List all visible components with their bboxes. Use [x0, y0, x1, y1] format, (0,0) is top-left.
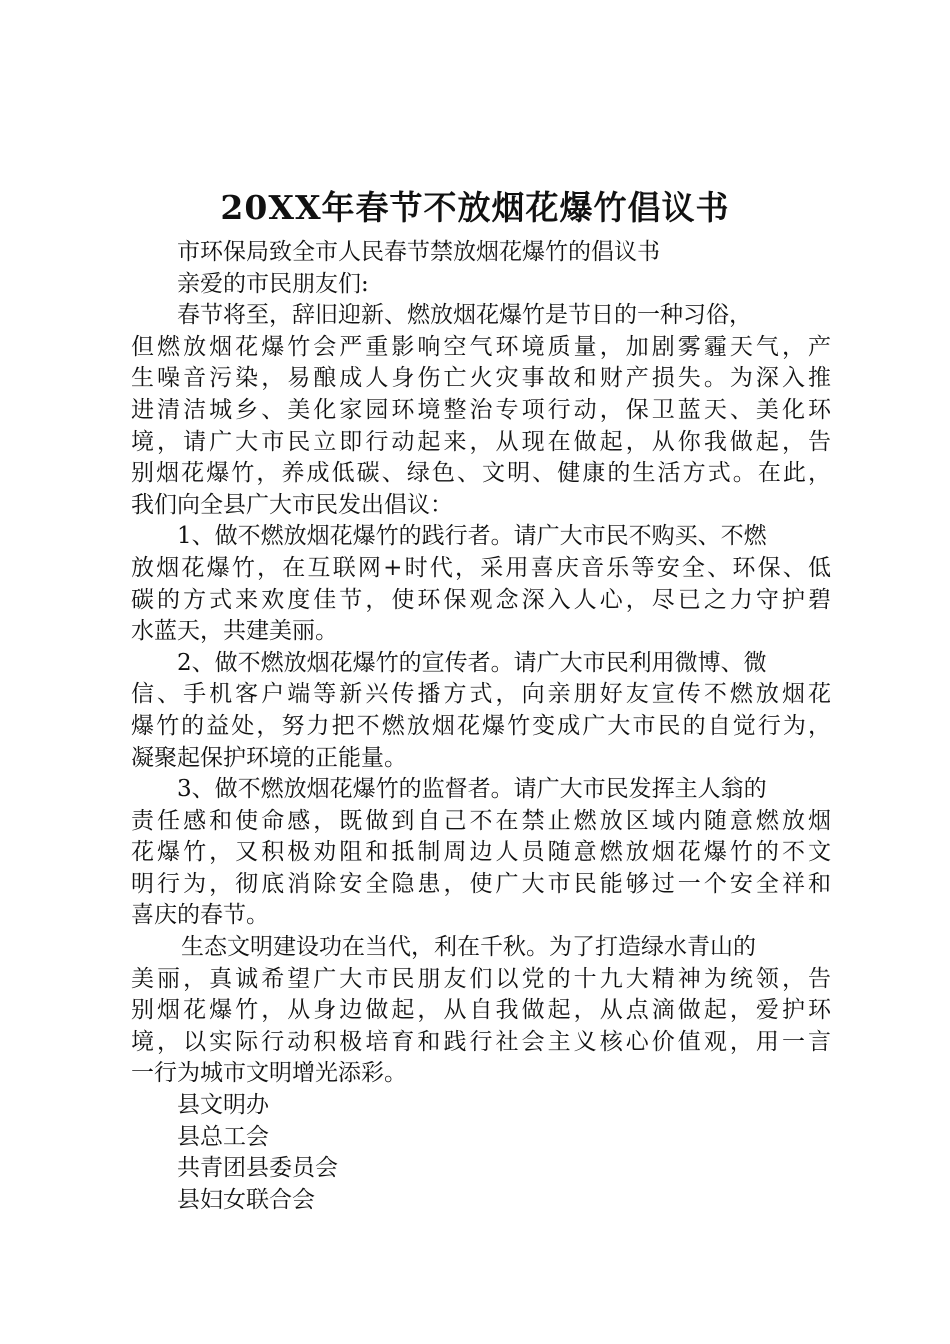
paragraph-line: 生态文明建设功在当代，利在千秋。为了打造绿水青山的 [181, 934, 756, 961]
document-title: 20XX年春节不放烟花爆竹倡议书 [220, 188, 730, 227]
paragraph-line: 信、手机客户端等新兴传播方式，向亲朋好友宣传不燃放烟花 [131, 681, 831, 708]
paragraph-line: 2、做不燃放烟花爆竹的宣传者。请广大市民利用微博、微 [177, 649, 767, 676]
paragraph-line: 放烟花爆竹，在互联网+时代，采用喜庆音乐等安全、环保、低 [131, 554, 831, 581]
subtitle-line: 市环保局致全市人民春节禁放烟花爆竹的倡议书 [177, 239, 660, 265]
paragraph-line: 美丽，真诚希望广大市民朋友们以党的十九大精神为统领，告 [131, 965, 831, 992]
signature-line: 县总工会 [177, 1123, 269, 1150]
paragraph-line: 3、做不燃放烟花爆竹的监督者。请广大市民发挥主人翁的 [177, 776, 767, 803]
paragraph-line: 春节将至，辞旧迎新、燃放烟花爆竹是节日的一种习俗， [177, 302, 752, 329]
paragraph-line: 花爆竹，又积极劝阻和抵制周边人员随意燃放烟花爆竹的不文 [131, 839, 831, 866]
paragraph-line: 责任感和使命感，既做到自己不在禁止燃放区域内随意燃放烟 [131, 807, 831, 834]
paragraph-line: 明行为，彻底消除安全隐患，使广大市民能够过一个安全祥和 [131, 870, 831, 897]
paragraph-line: 爆竹的益处，努力把不燃放烟花爆竹变成广大市民的自觉行为， [131, 712, 831, 739]
signature-line: 县文明办 [177, 1092, 269, 1119]
signature-line: 县妇女联合会 [177, 1186, 315, 1213]
paragraph-line: 1、做不燃放烟花爆竹的践行者。请广大市民不购买、不燃 [177, 523, 767, 550]
paragraph-line: 境，请广大市民立即行动起来，从现在做起，从你我做起，告 [131, 428, 831, 455]
signature-line: 共青团县委员会 [177, 1155, 338, 1182]
greeting-line: 亲爱的市民朋友们: [177, 270, 369, 297]
paragraph-line: 进清洁城乡、美化家园环境整治专项行动，保卫蓝天、美化环 [131, 396, 831, 423]
paragraph-line: 水蓝天，共建美丽。 [131, 618, 338, 645]
paragraph-line: 我们向全县广大市民发出倡议： [131, 491, 453, 518]
paragraph-line: 喜庆的春节。 [131, 902, 269, 929]
paragraph-line: 一行为城市文明增光添彩。 [131, 1060, 407, 1087]
paragraph-line: 碳的方式来欢度佳节，使环保观念深入人心，尽已之力守护碧 [131, 586, 831, 613]
paragraph-line: 但燃放烟花爆竹会严重影响空气环境质量，加剧雾霾天气，产 [131, 333, 831, 360]
paragraph-line: 别烟花爆竹，养成低碳、绿色、文明、健康的生活方式。在此， [131, 460, 831, 487]
paragraph-line: 凝聚起保护环境的正能量。 [131, 744, 407, 771]
paragraph-line: 生噪音污染，易酿成人身伤亡火灾事故和财产损失。为深入推 [131, 365, 831, 392]
document-body [131, 237, 831, 1216]
paragraph-line: 境，以实际行动积极培育和践行社会主义核心价值观，用一言 [131, 1028, 831, 1055]
paragraph-line: 别烟花爆竹，从身边做起，从自我做起，从点滴做起，爱护环 [131, 997, 831, 1024]
